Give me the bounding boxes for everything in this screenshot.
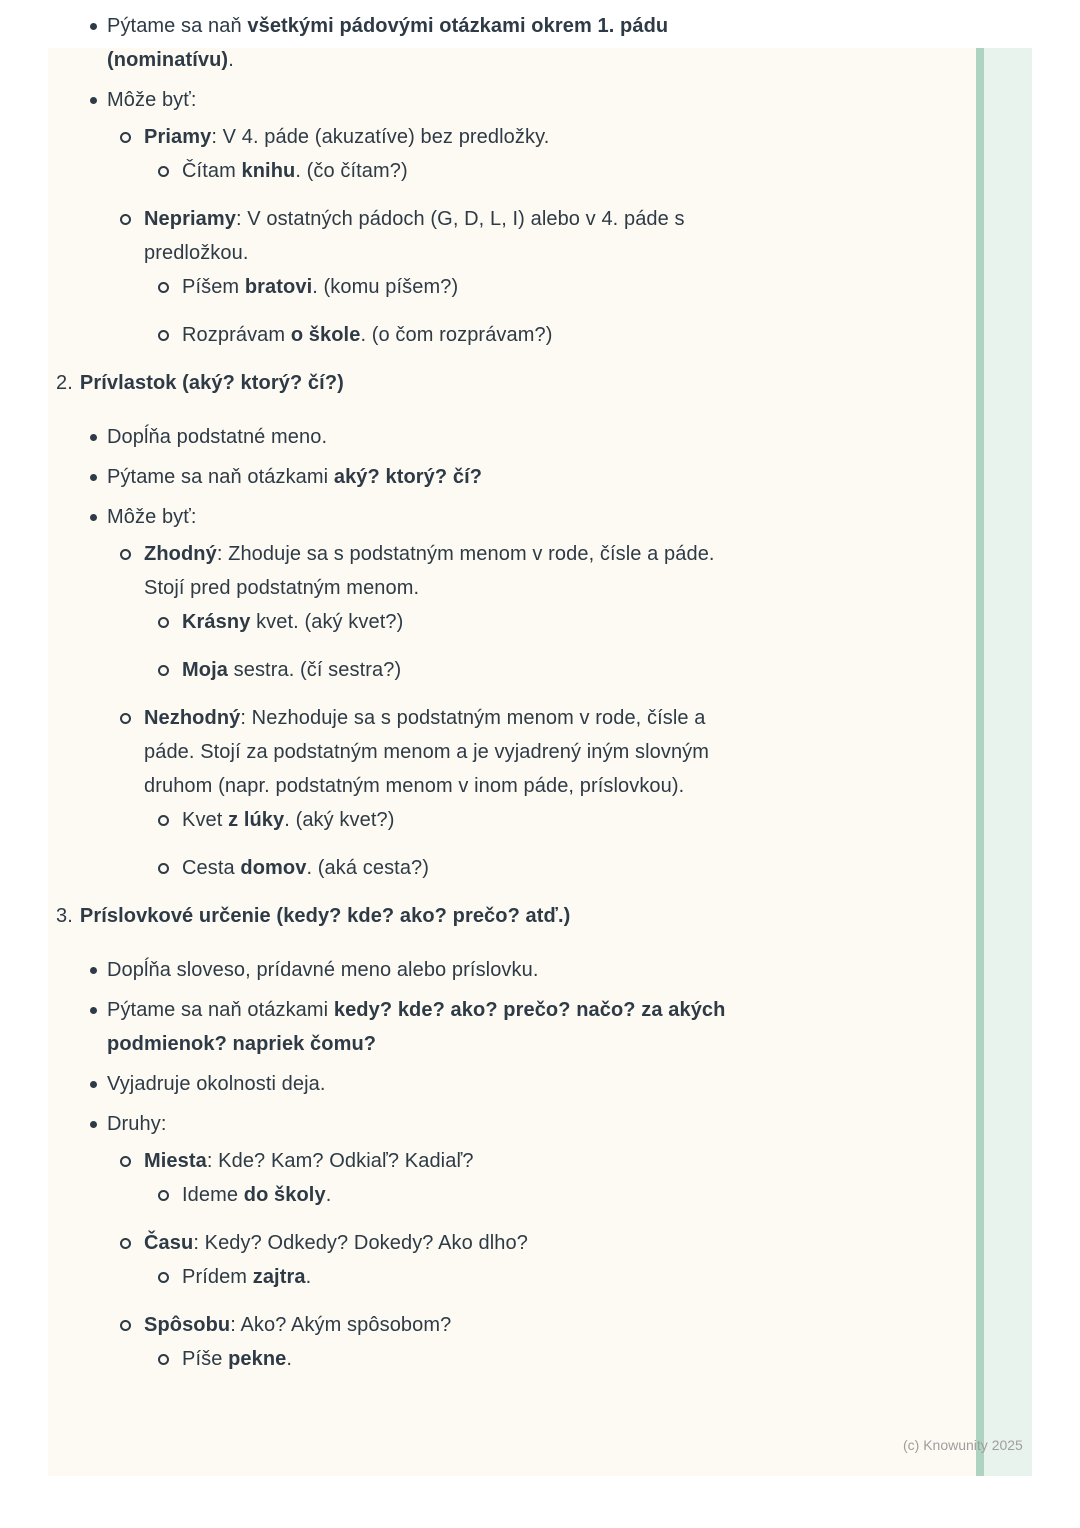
bold-text-run: zajtra xyxy=(252,1266,306,1288)
text-run: Môže byť: xyxy=(107,89,197,111)
bold-text-run: všetkými pádovými otázkami okrem 1. pádu xyxy=(247,15,669,37)
list-item-text xyxy=(144,1226,1034,1260)
text-run: . xyxy=(228,49,234,71)
text-run: Píšem xyxy=(182,276,245,298)
bold-text-run: Nepriamy xyxy=(144,208,236,230)
list-item-text xyxy=(144,202,1034,270)
text-run: Dopĺňa sloveso, prídavné meno alebo príslovku. xyxy=(107,959,539,981)
list-item xyxy=(182,1342,1034,1376)
bold-text-run: (nominatívu) xyxy=(107,49,229,71)
bullet-list-level-3 xyxy=(144,270,1034,352)
text-run: : Nezhoduje sa s podstatným menom v rode, čísle a xyxy=(240,707,706,729)
text-run: Píše xyxy=(182,1348,229,1370)
text-run: Vyjadruje okolnosti deja. xyxy=(107,1073,326,1095)
bullet-list-level-1 xyxy=(56,953,1034,1376)
list-item xyxy=(182,605,1034,639)
text-run: . xyxy=(325,1184,332,1206)
list-item xyxy=(182,154,1034,188)
bold-text-run: domov xyxy=(240,857,307,879)
bold-text-run: do školy xyxy=(243,1184,326,1206)
list-item-text xyxy=(107,1107,1034,1141)
bullet-list-level-3 xyxy=(144,1178,1034,1212)
list-item-text xyxy=(144,537,1034,605)
list-item-text xyxy=(107,420,1034,454)
list-item xyxy=(107,993,1034,1061)
list-item-text xyxy=(107,460,1034,494)
list-item-text xyxy=(182,803,1034,837)
list-item-text xyxy=(182,851,1034,885)
text-run: Dopĺňa podstatné meno. xyxy=(107,426,328,448)
bullet-list-level-2 xyxy=(107,120,1034,352)
text-run: : V 4. páde (akuzatíve) bez predložky. xyxy=(211,126,550,148)
list-item xyxy=(144,1226,1034,1294)
list-item xyxy=(107,500,1034,885)
list-item-text xyxy=(182,1342,1034,1376)
text-run: . xyxy=(305,1266,312,1288)
list-item-text xyxy=(107,1067,1034,1101)
text-run: kvet. (aký kvet?) xyxy=(250,611,404,633)
section-number: 3. xyxy=(56,905,73,927)
bullet-list-level-2 xyxy=(107,537,1034,885)
bold-text-run: Prívlastok (aký? ktorý? čí?) xyxy=(79,372,344,394)
list-item-text xyxy=(107,9,1034,77)
text-run: Ideme xyxy=(182,1184,244,1206)
text-run: Čítam xyxy=(182,160,242,182)
list-item xyxy=(144,202,1034,352)
list-item xyxy=(107,1107,1034,1376)
bold-text-run: z lúky xyxy=(228,809,285,831)
list-item-text xyxy=(144,1144,1034,1178)
section-heading xyxy=(56,899,1034,933)
text-run: Druhy: xyxy=(107,1113,167,1135)
bullet-list-level-3 xyxy=(144,1342,1034,1376)
list-item-text xyxy=(182,318,1034,352)
list-item-text xyxy=(107,953,1034,987)
section-number: 2. xyxy=(56,372,73,394)
bullet-list-level-2 xyxy=(107,1144,1034,1376)
bold-text-run: kedy? kde? ako? prečo? načo? za akých xyxy=(333,999,726,1021)
text-run: . (aká cesta?) xyxy=(306,857,430,879)
list-item-text xyxy=(107,500,1034,534)
text-run: : V ostatných pádoch (G, D, L, I) alebo v 4. páde s xyxy=(235,208,685,230)
bold-text-run: Priamy xyxy=(144,126,212,148)
text-run: Môže byť: xyxy=(107,506,197,528)
text-run: Rozprávam xyxy=(182,324,291,346)
bold-text-run: Príslovkové určenie (kedy? kde? ako? prečo? atď.) xyxy=(79,905,571,927)
bold-text-run: o škole xyxy=(290,324,361,346)
bold-text-run: Zhodný xyxy=(144,543,217,565)
list-item xyxy=(144,537,1034,687)
list-item xyxy=(144,1144,1034,1212)
bold-text-run: Moja xyxy=(182,659,228,681)
bullet-list-level-1 xyxy=(56,420,1034,885)
list-item-text xyxy=(182,1260,1034,1294)
text-run: Cesta xyxy=(182,857,241,879)
text-run: . xyxy=(286,1348,293,1370)
text-run: Stojí pred podstatným menom. xyxy=(144,577,420,599)
list-item xyxy=(107,460,1034,494)
text-run: : Kedy? Odkedy? Dokedy? Ako dlho? xyxy=(193,1232,528,1254)
list-item xyxy=(182,1260,1034,1294)
list-item xyxy=(144,701,1034,885)
list-item xyxy=(182,318,1034,352)
bold-text-run: Spôsobu xyxy=(144,1314,231,1336)
bold-text-run: Nezhodný xyxy=(144,707,241,729)
list-item-text xyxy=(182,154,1034,188)
list-item-text xyxy=(107,993,1034,1061)
list-item-text xyxy=(182,605,1034,639)
bold-text-run: podmienok? napriek čomu? xyxy=(107,1033,377,1055)
bullet-list-level-3 xyxy=(144,605,1034,687)
list-item xyxy=(182,270,1034,304)
text-run: : Kde? Kam? Odkiaľ? Kadiaľ? xyxy=(206,1150,474,1172)
bold-text-run: Miesta xyxy=(144,1150,207,1172)
bullet-list-level-3 xyxy=(144,803,1034,885)
list-item-text xyxy=(144,701,1034,803)
list-item xyxy=(182,1178,1034,1212)
text-run: : Zhoduje sa s podstatným menom v rode, čísle a páde. xyxy=(216,543,715,565)
text-run: . (čo čítam?) xyxy=(295,160,408,182)
list-item xyxy=(107,953,1034,987)
bold-text-run: aký? ktorý? čí? xyxy=(333,466,483,488)
text-run: . (komu píšem?) xyxy=(312,276,459,298)
text-run: : Ako? Akým spôsobom? xyxy=(230,1314,452,1336)
bold-text-run: knihu xyxy=(241,160,296,182)
text-run: predložkou. xyxy=(144,242,249,264)
text-run: . (o čom rozprávam?) xyxy=(360,324,553,346)
text-run: páde. Stojí za podstatným menom a je vyjadrený iným slovným xyxy=(144,741,710,763)
list-item-text xyxy=(144,120,1034,154)
bold-text-run: Krásny xyxy=(182,611,251,633)
bullet-list-level-3 xyxy=(144,1260,1034,1294)
list-item xyxy=(144,120,1034,188)
bold-text-run: bratovi xyxy=(244,276,313,298)
bold-text-run: pekne xyxy=(228,1348,287,1370)
list-item-text xyxy=(182,653,1034,687)
text-run: druhom (napr. podstatným menom v inom páde, príslovkou). xyxy=(144,775,685,797)
list-item-text xyxy=(182,270,1034,304)
list-item xyxy=(182,851,1034,885)
section-heading xyxy=(56,366,1034,400)
bold-text-run: Času xyxy=(144,1232,194,1254)
text-run: Kvet xyxy=(182,809,229,831)
bullet-list-level-3 xyxy=(144,154,1034,188)
list-item-text xyxy=(182,1178,1034,1212)
list-item xyxy=(144,1308,1034,1376)
bullet-list-level-1 xyxy=(56,9,1034,352)
list-item xyxy=(182,803,1034,837)
list-item xyxy=(182,653,1034,687)
list-item-text xyxy=(144,1308,1034,1342)
list-item xyxy=(107,9,1034,77)
list-item xyxy=(107,420,1034,454)
list-item xyxy=(107,1067,1034,1101)
text-run: Pýtame sa naň otázkami xyxy=(107,466,334,488)
list-item-text xyxy=(107,83,1034,117)
text-run: . (aký kvet?) xyxy=(284,809,395,831)
text-run: sestra. (čí sestra?) xyxy=(227,659,402,681)
text-run: Prídem xyxy=(182,1266,253,1288)
text-run: Pýtame sa naň otázkami xyxy=(107,999,334,1021)
list-item xyxy=(107,83,1034,352)
copyright-watermark: (c) Knowunity 2025 xyxy=(903,1437,1023,1453)
text-run: Pýtame sa naň xyxy=(107,15,248,37)
